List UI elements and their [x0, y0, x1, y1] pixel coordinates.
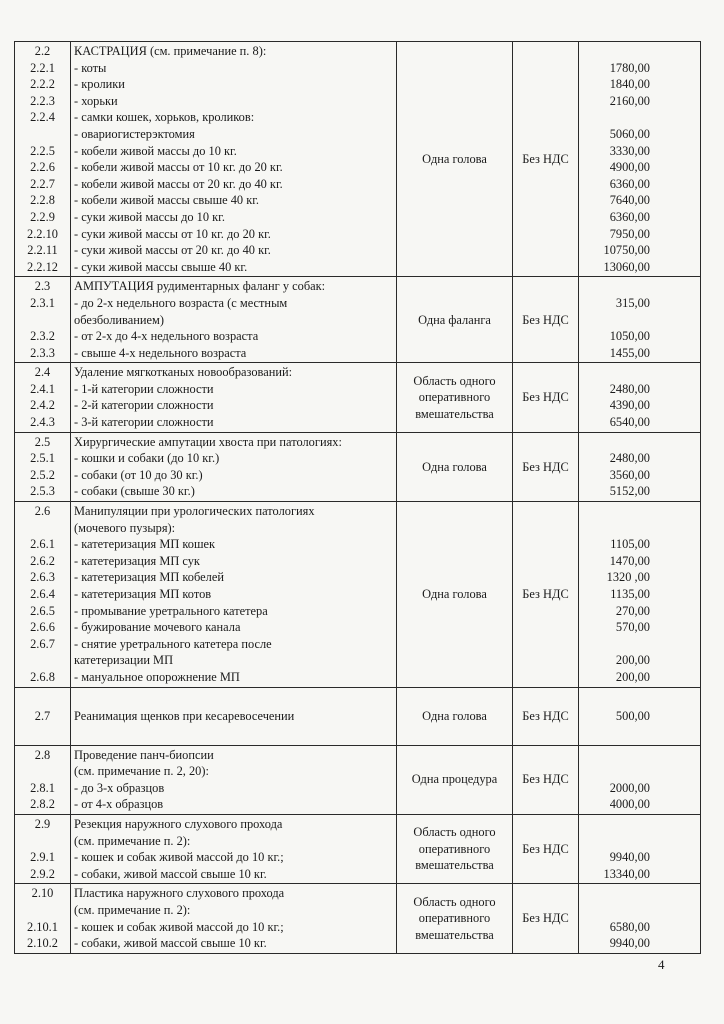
unit-cell	[397, 745, 513, 814]
description-line: (см. примечание п. 2):	[74, 902, 191, 917]
vat-label: Без НДС	[522, 459, 569, 474]
description-line: (см. примечание п. 2, 20):	[74, 764, 209, 779]
vat-cell	[513, 363, 579, 432]
unit-cell	[397, 502, 513, 688]
description-cell	[71, 814, 397, 883]
description-line: - кошки и собаки (до 10 кг.)	[74, 451, 220, 466]
price-value: 6360,00	[609, 176, 650, 191]
description-line: - собаки, живой массой свыше 10 кг.	[74, 866, 267, 881]
vat-cell	[513, 502, 579, 688]
description-line: - кобели живой массы от 20 кг. до 40 кг.	[74, 176, 283, 191]
item-number: 2.2.6	[30, 160, 55, 175]
price-table	[14, 41, 701, 954]
price-value: 4390,00	[609, 398, 650, 413]
price-value: 9940,00	[609, 850, 650, 865]
price-cell	[579, 42, 701, 277]
price-value: 200,00	[615, 669, 650, 684]
description-cell	[71, 42, 397, 277]
vat-label: Без НДС	[522, 911, 569, 926]
vat-label: Без НДС	[522, 390, 569, 405]
vat-cell	[513, 42, 579, 277]
item-number: 2.5.1	[30, 451, 55, 466]
vat-cell	[513, 745, 579, 814]
price-value: 1320 ,00	[606, 570, 650, 585]
section-heading: АМПУТАЦИЯ рудиментарных фаланг у собак:	[74, 279, 326, 294]
description-line: - мануальное опорожнение МП	[74, 669, 240, 684]
vat-cell	[513, 687, 579, 745]
item-number: 2.10.1	[27, 919, 58, 934]
price-value	[582, 434, 650, 451]
item-number: 2.2.1	[30, 60, 55, 75]
item-number: 2.2.9	[30, 209, 55, 224]
item-number: 2.2.7	[30, 176, 55, 191]
price-value	[582, 520, 650, 537]
section-heading: Пластика наружного слухового прохода	[74, 886, 285, 901]
item-number: 2.10.2	[27, 936, 58, 951]
price-value: 1840,00	[609, 77, 650, 92]
vat-label: Без НДС	[522, 841, 569, 856]
unit-of-measure: Область одного оперативного вмешательства	[413, 373, 496, 421]
section-heading: Удаление мягкотканых новообразований:	[74, 365, 293, 380]
item-number: 2.9	[34, 816, 51, 831]
price-cell	[579, 432, 701, 501]
price-value: 6580,00	[609, 919, 650, 934]
description-line: - кобели живой массы до 10 кг.	[74, 143, 237, 158]
unit-cell	[397, 277, 513, 363]
item-number: 2.2.4	[30, 110, 55, 125]
price-value: 7950,00	[609, 226, 650, 241]
item-number: 2.8.2	[30, 797, 55, 812]
price-value: 1105,00	[610, 537, 650, 552]
item-number: 2.3	[34, 279, 51, 294]
price-value: 1050,00	[609, 329, 650, 344]
price-value: 5060,00	[609, 126, 650, 141]
description-line: - 2-й категории сложности	[74, 398, 214, 413]
price-value	[582, 747, 650, 764]
description-line: - катетеризация МП сук	[74, 553, 200, 568]
unit-of-measure: Одна голова	[422, 587, 487, 601]
unit-of-measure: Одна процедура	[411, 772, 498, 787]
item-number: 2.4.3	[30, 415, 55, 430]
price-value	[582, 312, 650, 329]
service-row	[15, 687, 701, 745]
price-value: 200,00	[615, 653, 650, 668]
price-cell	[579, 745, 701, 814]
description-line: - кобели живой массы свыше 40 кг.	[74, 193, 260, 208]
description-line: - собаки (от 10 до 30 кг.)	[74, 467, 203, 482]
description-line: - катетеризация МП кошек	[74, 537, 216, 552]
vat-label: Без НДС	[522, 312, 569, 327]
item-number	[17, 126, 68, 143]
description-line: (см. примечание п. 2):	[74, 833, 191, 848]
price-value	[582, 503, 650, 520]
price-value: 500,00	[615, 708, 650, 723]
item-number-cell	[15, 432, 71, 501]
item-number: 2.6.6	[30, 620, 55, 635]
description-line: - от 2-х до 4-х недельного возраста	[74, 329, 259, 344]
price-cell	[579, 363, 701, 432]
item-number	[17, 902, 68, 919]
description-line: - кобели живой массы от 10 кг. до 20 кг.	[74, 160, 283, 175]
item-number	[17, 652, 68, 669]
price-value: 10750,00	[603, 243, 650, 258]
price-value: 6360,00	[609, 209, 650, 224]
description-line: - овариогистерэктомия	[74, 126, 195, 141]
price-value: 1470,00	[609, 553, 650, 568]
unit-of-measure: Одна голова	[422, 708, 487, 723]
vat-label: Без НДС	[522, 151, 569, 166]
price-value: 13060,00	[603, 259, 650, 274]
description-line: - хорьки	[74, 93, 118, 108]
unit-of-measure: Область одного оперативного вмешательства	[413, 825, 496, 873]
price-table-body	[15, 42, 701, 954]
service-row	[15, 502, 701, 688]
price-value: 7640,00	[609, 193, 650, 208]
price-value: 13340,00	[603, 866, 650, 881]
description-line: обезболиванием)	[74, 312, 164, 327]
description-cell	[71, 277, 397, 363]
item-number: 2.2.5	[30, 143, 55, 158]
vat-cell	[513, 432, 579, 501]
description-line: - до 2-х недельного возраста (с местным	[74, 295, 288, 310]
description-line: - собаки, живой массой свыше 10 кг.	[74, 936, 267, 951]
service-row	[15, 884, 701, 953]
price-cell	[579, 277, 701, 363]
description-cell	[71, 432, 397, 501]
description-line: - кошек и собак живой массой до 10 кг.;	[74, 919, 284, 934]
service-row	[15, 814, 701, 883]
unit-cell	[397, 42, 513, 277]
item-number-cell	[15, 814, 71, 883]
page-number: 4	[658, 957, 665, 972]
service-row	[15, 363, 701, 432]
price-cell	[579, 814, 701, 883]
item-number: 2.2.3	[30, 93, 55, 108]
section-heading: Проведение панч-биопсии	[74, 747, 214, 762]
item-number-cell	[15, 277, 71, 363]
item-number: 2.2.8	[30, 193, 55, 208]
item-number: 2.6.8	[30, 669, 55, 684]
description-line: - самки кошек, хорьков, кроликов:	[74, 110, 255, 125]
service-row	[15, 432, 701, 501]
description-line: - катетеризация МП кобелей	[74, 570, 224, 585]
price-value: 5152,00	[609, 484, 650, 499]
item-number: 2.3.3	[30, 345, 55, 360]
price-cell	[579, 884, 701, 953]
price-value: 570,00	[615, 620, 650, 635]
section-heading: Хирургические ампутации хвоста при патологиях:	[74, 434, 342, 449]
unit-cell	[397, 687, 513, 745]
section-heading: Реанимация щенков при кесаревосечении	[74, 708, 295, 723]
price-value: 2480,00	[609, 451, 650, 466]
item-number: 2.2.12	[27, 259, 58, 274]
description-line: - снятие уретрального катетера после	[74, 636, 272, 651]
price-value: 4900,00	[609, 160, 650, 175]
price-value: 270,00	[615, 603, 650, 618]
item-number: 2.2.10	[27, 226, 58, 241]
item-number: 2.9.2	[30, 866, 55, 881]
description-line: - бужирование мочевого канала	[74, 620, 241, 635]
item-number: 2.6.1	[30, 537, 55, 552]
description-cell	[71, 687, 397, 745]
item-number: 2.8.1	[30, 780, 55, 795]
description-line: - суки живой массы до 10 кг.	[74, 209, 225, 224]
item-number: 2.3.2	[30, 329, 55, 344]
unit-of-measure: Одна фаланга	[418, 312, 491, 327]
price-value: 6540,00	[609, 415, 650, 430]
item-number: 2.9.1	[30, 850, 55, 865]
vat-cell	[513, 277, 579, 363]
item-number: 2.2	[34, 44, 51, 58]
item-number-cell	[15, 502, 71, 688]
item-number	[17, 763, 68, 780]
item-number: 2.6.4	[30, 587, 55, 601]
price-value	[582, 43, 650, 60]
item-number: 2.10	[31, 886, 54, 901]
item-number	[17, 833, 68, 850]
item-number: 2.2.11	[27, 243, 58, 258]
price-value: 1780,00	[609, 60, 650, 75]
unit-cell	[397, 814, 513, 883]
description-line: - 3-й категории сложности	[74, 415, 214, 430]
price-value	[582, 636, 650, 653]
item-number: 2.5.3	[30, 484, 55, 499]
description-line: - от 4-х образцов	[74, 797, 164, 812]
price-value: 2160,00	[609, 93, 650, 108]
description-line: - коты	[74, 60, 107, 75]
description-cell	[71, 363, 397, 432]
unit-cell	[397, 363, 513, 432]
description-line: - промывание уретрального катетера	[74, 603, 268, 618]
service-row	[15, 42, 701, 277]
item-number-cell	[15, 363, 71, 432]
price-value: 1455,00	[609, 345, 650, 360]
description-line: - суки живой массы свыше 40 кг.	[74, 259, 248, 274]
item-number	[17, 520, 68, 537]
section-heading: Манипуляции при урологических патологиях	[74, 504, 315, 519]
description-line: - собаки (свыше 30 кг.)	[74, 484, 195, 499]
description-line: (мочевого пузыря):	[74, 520, 176, 535]
item-number: 2.5.2	[30, 467, 55, 482]
price-value	[582, 763, 650, 780]
description-line: - кошек и собак живой массой до 10 кг.;	[74, 850, 284, 865]
section-heading: Резекция наружного слухового прохода	[74, 816, 283, 831]
description-line: - до 3-х образцов	[74, 780, 165, 795]
price-value: 315,00	[615, 295, 650, 310]
item-number: 2.4	[34, 365, 51, 380]
description-line: катетеризации МП	[74, 653, 174, 668]
description-line: - свыше 4-х недельного возраста	[74, 345, 247, 360]
item-number	[17, 312, 68, 329]
price-cell	[579, 502, 701, 688]
unit-of-measure: Одна голова	[422, 151, 487, 166]
description-line: - кролики	[74, 77, 125, 92]
item-number-cell	[15, 42, 71, 277]
description-cell	[71, 745, 397, 814]
item-number: 2.8	[34, 747, 51, 762]
description-line: - суки живой массы от 20 кг. до 40 кг.	[74, 243, 271, 258]
price-value: 2480,00	[609, 381, 650, 396]
item-number: 2.6	[34, 504, 51, 519]
unit-of-measure: Область одного оперативного вмешательства	[413, 894, 496, 942]
unit-cell	[397, 884, 513, 953]
price-value	[582, 278, 650, 295]
price-value	[582, 885, 650, 902]
price-value: 2000,00	[609, 780, 650, 795]
item-number: 2.5	[34, 434, 51, 449]
item-number-cell	[15, 687, 71, 745]
item-number: 2.7	[34, 708, 51, 723]
price-value	[582, 833, 650, 850]
item-number: 2.2.2	[30, 77, 55, 92]
vat-label: Без НДС	[522, 708, 569, 723]
unit-of-measure: Одна голова	[422, 459, 487, 474]
price-value: 3330,00	[609, 143, 650, 158]
item-number: 2.4.2	[30, 398, 55, 413]
price-value: 4000,00	[609, 797, 650, 812]
price-value	[582, 816, 650, 833]
price-value: 3560,00	[609, 467, 650, 482]
item-number: 2.6.2	[30, 553, 55, 568]
item-number: 2.3.1	[30, 295, 55, 310]
unit-cell	[397, 432, 513, 501]
price-value	[582, 109, 650, 126]
vat-cell	[513, 814, 579, 883]
price-value: 9940,00	[609, 936, 650, 951]
vat-label: Без НДС	[522, 587, 569, 601]
vat-label: Без НДС	[522, 772, 569, 787]
price-value	[582, 902, 650, 919]
item-number: 2.6.5	[30, 603, 55, 618]
item-number-cell	[15, 745, 71, 814]
description-line: - 1-й категории сложности	[74, 381, 214, 396]
description-line: - суки живой массы от 10 кг. до 20 кг.	[74, 226, 271, 241]
item-number: 2.6.7	[30, 636, 55, 651]
item-number: 2.6.3	[30, 570, 55, 585]
item-number-cell	[15, 884, 71, 953]
section-heading: КАСТРАЦИЯ (см. примечание п. 8):	[74, 44, 267, 58]
service-row	[15, 745, 701, 814]
price-value: 1135,00	[610, 587, 650, 601]
item-number: 2.4.1	[30, 381, 55, 396]
vat-cell	[513, 884, 579, 953]
description-cell	[71, 502, 397, 688]
service-row	[15, 277, 701, 363]
description-cell	[71, 884, 397, 953]
description-line: - катетеризация МП котов	[74, 587, 212, 601]
price-value	[582, 364, 650, 381]
price-cell	[579, 687, 701, 745]
